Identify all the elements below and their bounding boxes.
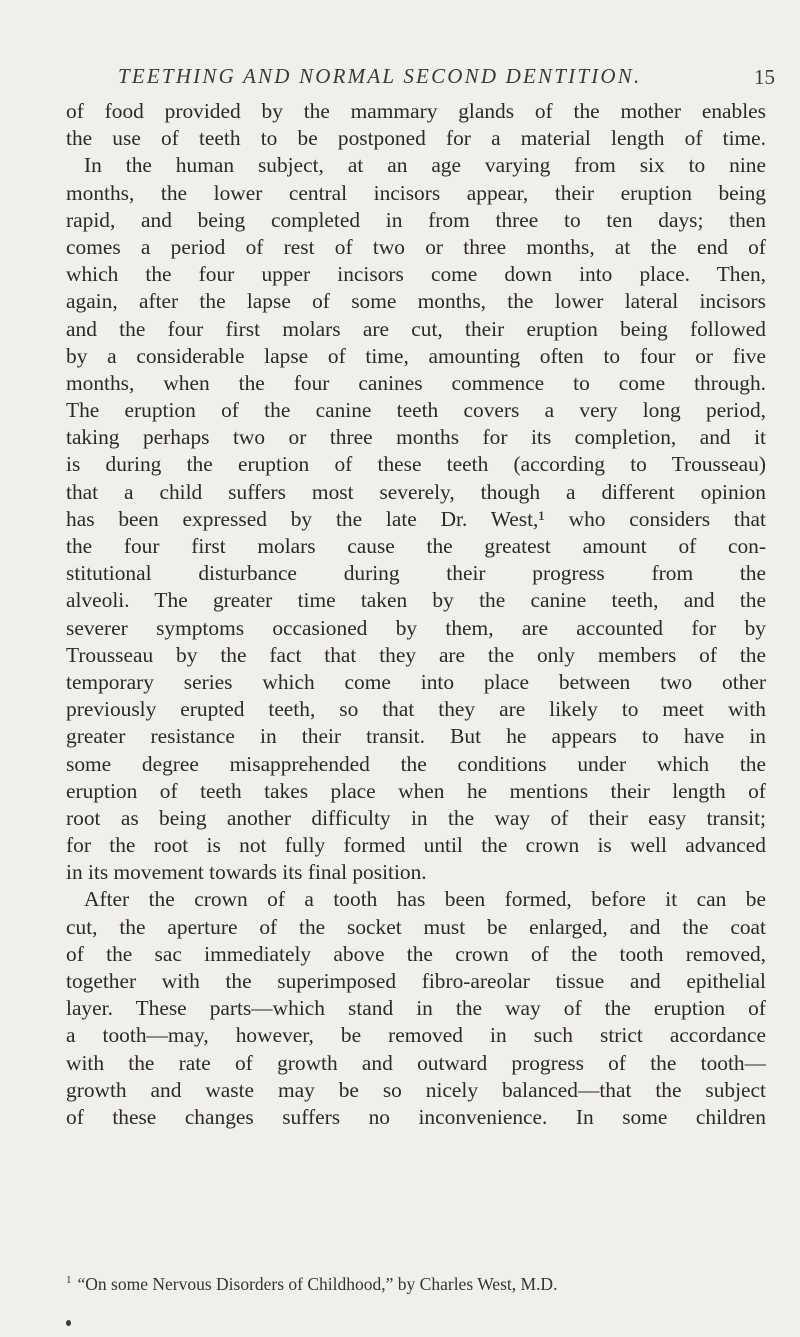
text-line: alveoli. The greater time taken by the canine teeth, and the — [66, 588, 766, 613]
text-line: of food provided by the mammary glands of the mother enables — [66, 99, 766, 123]
text-line: that a child suffers most severely, though a different opinion — [66, 479, 766, 504]
text-line: root as being another difficulty in the way of their easy transit; — [66, 805, 766, 830]
text-line: previously erupted teeth, so that they are likely to meet with — [66, 697, 766, 722]
text-line: temporary series which come into place between two other — [66, 669, 766, 694]
text-line: months, the lower central incisors appear, their eruption being — [66, 180, 766, 205]
text-line: for the root is not fully formed until the crown is well advanced — [66, 833, 766, 858]
text-line: severer symptoms occasioned by them, are accounted for by — [66, 615, 766, 640]
text-line: of these changes suffers no inconvenience. In some children — [66, 1104, 766, 1129]
text-line: has been expressed by the late Dr. West,¹ who considers that — [66, 506, 766, 531]
footnote — [66, 1269, 766, 1295]
text-line: months, when the four canines commence to come through. — [66, 370, 766, 395]
text-line: growth and waste may be so nicely balanced—that the subject — [66, 1077, 766, 1102]
text-line: eruption of teeth takes place when he mentions their length of — [66, 778, 766, 803]
text-line: After the crown of a tooth has been formed, before it can be — [84, 887, 766, 912]
text-line: which the four upper incisors come down into place. Then, — [66, 262, 766, 287]
page-header — [0, 64, 800, 96]
text-line: the four first molars cause the greatest amount of con- — [66, 534, 766, 558]
text-line: the use of teeth to be postponed for a material length of time. — [66, 126, 766, 151]
text-line: together with the superimposed fibro-areolar tissue and epithelial — [66, 969, 766, 993]
text-line: of the sac immediately above the crown of the tooth removed, — [66, 941, 766, 966]
text-line: and the four first molars are cut, their eruption being followed — [66, 316, 766, 341]
text-line: in its movement towards its final position. — [66, 860, 427, 885]
text-line: In the human subject, at an age varying from six to nine — [84, 153, 766, 178]
text-line: comes a period of rest of two or three months, at the end of — [66, 234, 766, 259]
text-line: stitutional disturbance during their progress from the — [66, 561, 766, 586]
page-number: 15 — [754, 65, 775, 89]
text-line: layer. These parts—which stand in the way of the eruption of — [66, 996, 766, 1021]
text-line: The eruption of the canine teeth covers a very long period, — [66, 398, 766, 423]
text-line: cut, the aperture of the socket must be enlarged, and the coat — [66, 914, 766, 939]
text-line: Trousseau by the fact that they are the only members of the — [66, 642, 766, 667]
ink-speck — [66, 1320, 71, 1326]
text-line: by a considerable lapse of time, amounting often to four or five — [66, 343, 766, 368]
text-line: again, after the lapse of some months, the lower lateral incisors — [66, 289, 766, 314]
body-text — [66, 98, 766, 1131]
footnote-text: “On some Nervous Disorders of Childhood,” by Charles West, M.D. — [77, 1273, 558, 1294]
footnote-marker: 1 — [66, 1274, 72, 1286]
text-line: is during the eruption of these teeth (according to Trousseau) — [66, 452, 766, 477]
text-line: with the rate of growth and outward progress of the tooth— — [66, 1050, 766, 1075]
text-line: a tooth—may, however, be removed in such strict accordance — [66, 1023, 766, 1048]
text-line: rapid, and being completed in from three to ten days; then — [66, 207, 766, 232]
running-title: TEETHING AND NORMAL SECOND DENTITION. — [118, 64, 642, 88]
text-line: some degree misapprehended the conditions under which the — [66, 751, 766, 776]
text-line: greater resistance in their transit. But he appears to have in — [66, 724, 766, 749]
text-line: taking perhaps two or three months for its completion, and it — [66, 425, 766, 450]
